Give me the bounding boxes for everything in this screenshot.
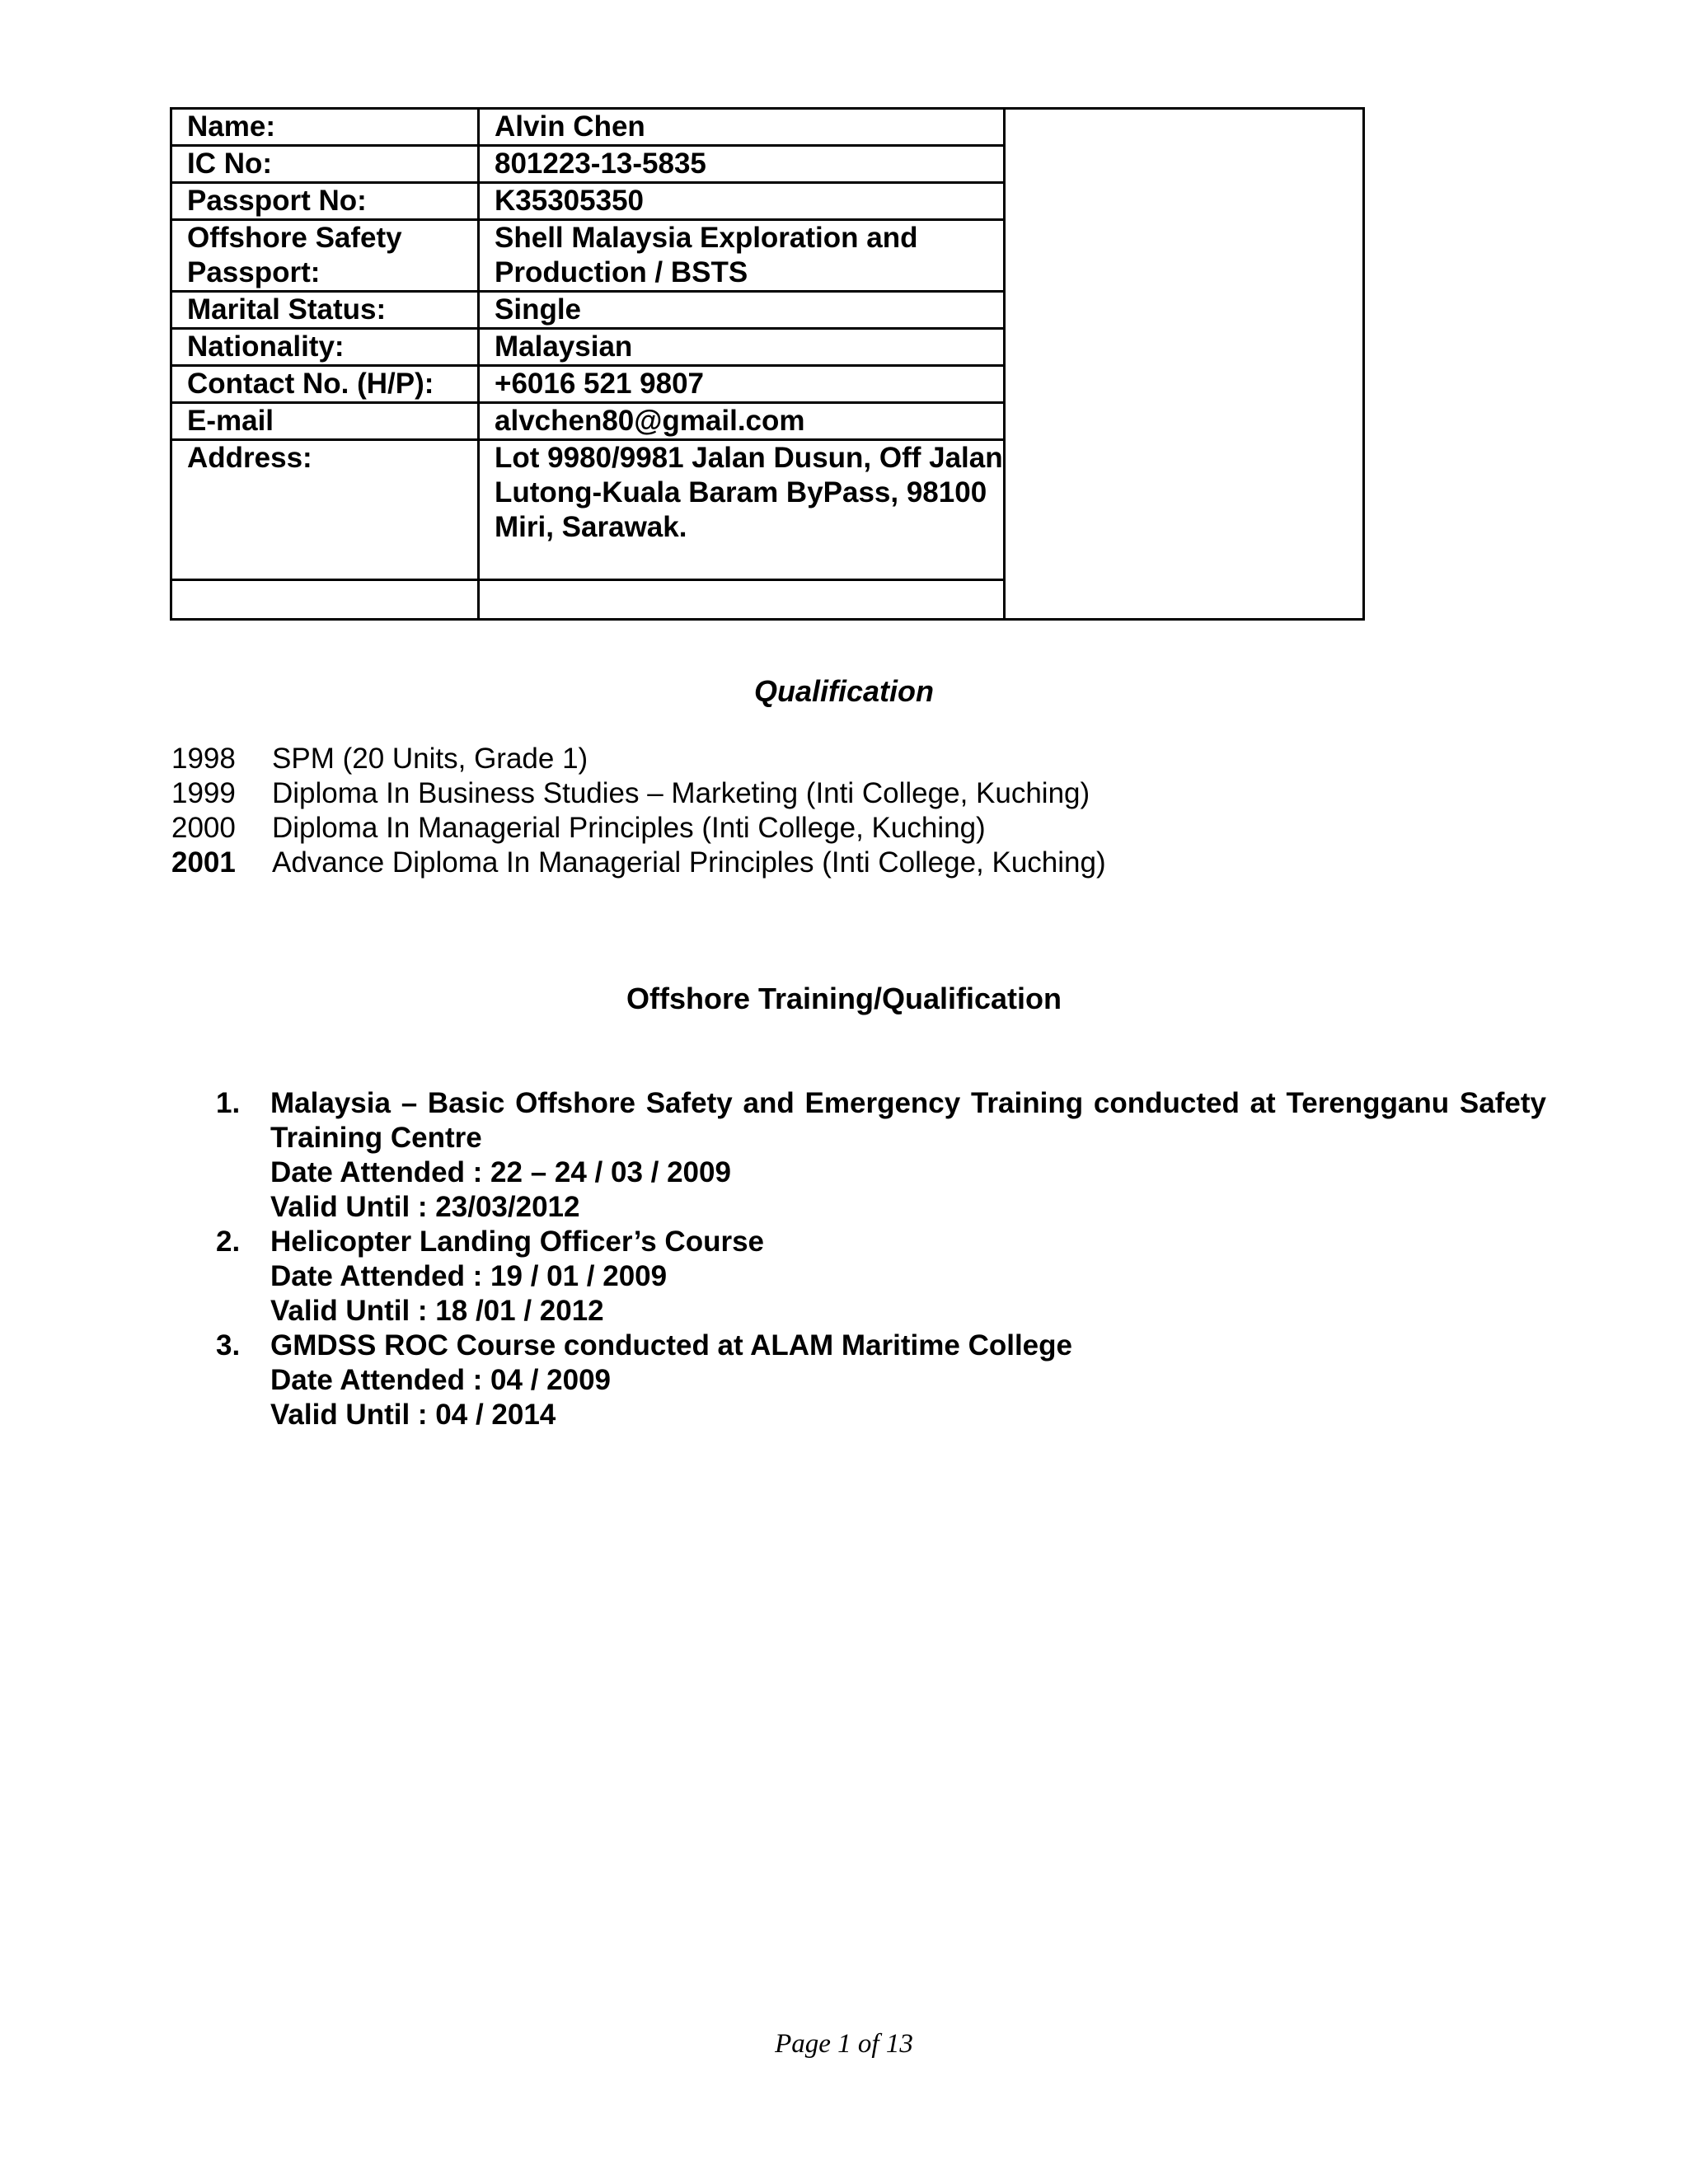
address-label: Address: xyxy=(171,440,479,580)
name-value: Alvin Chen xyxy=(479,109,1005,146)
training-title: GMDSS ROC Course conducted at ALAM Maritime College xyxy=(270,1329,1072,1361)
qualification-text: Diploma In Managerial Principles (Inti College, Kuching) xyxy=(272,812,986,844)
training-date-attended: Date Attended : 22 – 24 / 03 / 2009 xyxy=(270,1156,731,1188)
qualification-year: 2001 xyxy=(171,846,236,879)
qualification-year: 2000 xyxy=(171,812,236,844)
nationality-value: Malaysian xyxy=(479,329,1005,366)
qualification-item xyxy=(171,776,1106,811)
nationality-label: Nationality: xyxy=(171,329,479,366)
offshore-training-list xyxy=(216,1086,1546,1432)
personal-info-table xyxy=(170,107,1365,621)
empty-cell xyxy=(171,580,479,620)
photo-box xyxy=(1005,109,1364,620)
qualification-item xyxy=(171,742,1106,776)
qualification-heading: Qualification xyxy=(753,674,935,708)
name-label: Name: xyxy=(171,109,479,146)
marital-status-label: Marital Status: xyxy=(171,292,479,329)
qualification-list xyxy=(171,742,1106,880)
qualification-text: SPM (20 Units, Grade 1) xyxy=(272,743,588,775)
offshore-training-heading: Offshore Training/Qualification xyxy=(626,982,1062,1015)
training-valid-until: Valid Until : 23/03/2012 xyxy=(270,1191,580,1223)
qualification-year: 1999 xyxy=(171,777,236,809)
training-title: Malaysia – Basic Offshore Safety and Emergency Training conducted at Terengganu Safety Training Centre xyxy=(270,1087,1546,1154)
contact-label: Contact No. (H/P): xyxy=(171,366,479,403)
training-number: 1. xyxy=(216,1087,241,1119)
qualification-item xyxy=(171,846,1106,880)
training-item xyxy=(216,1225,1546,1329)
training-number: 3. xyxy=(216,1329,241,1361)
contact-value: +6016 521 9807 xyxy=(479,366,1005,403)
email-value: alvchen80@gmail.com xyxy=(479,403,1005,440)
training-date-attended: Date Attended : 19 / 01 / 2009 xyxy=(270,1260,668,1292)
table-row xyxy=(171,109,1364,146)
qualification-text: Diploma In Business Studies – Marketing (Inti College, Kuching) xyxy=(272,777,1090,809)
training-valid-until: Valid Until : 04 / 2014 xyxy=(270,1399,556,1431)
ic-value: 801223-13-5835 xyxy=(479,146,1005,183)
address-value: Lot 9980/9981 Jalan Dusun, Off Jalan Lutong-Kuala Baram ByPass, 98100 Miri, Sarawak. xyxy=(479,440,1005,580)
training-item xyxy=(216,1086,1546,1225)
empty-cell xyxy=(479,580,1005,620)
passport-label: Passport No: xyxy=(171,183,479,220)
training-number: 2. xyxy=(216,1226,241,1258)
marital-status-value: Single xyxy=(479,292,1005,329)
email-label: E-mail xyxy=(171,403,479,440)
offshore-passport-value: Shell Malaysia Exploration and Production / BSTS xyxy=(479,220,1005,292)
page-number: Page 1 of 13 xyxy=(775,2029,913,2059)
qualification-year: 1998 xyxy=(171,743,236,775)
ic-label: IC No: xyxy=(171,146,479,183)
training-title: Helicopter Landing Officer’s Course xyxy=(270,1226,764,1258)
qualification-text: Advance Diploma In Managerial Principles (Inti College, Kuching) xyxy=(272,846,1106,879)
qualification-item xyxy=(171,811,1106,846)
training-item xyxy=(216,1329,1546,1432)
offshore-passport-label: Offshore Safety Passport: xyxy=(171,220,479,292)
training-valid-until: Valid Until : 18 /01 / 2012 xyxy=(270,1295,604,1327)
training-date-attended: Date Attended : 04 / 2009 xyxy=(270,1364,612,1396)
passport-value: K35305350 xyxy=(479,183,1005,220)
